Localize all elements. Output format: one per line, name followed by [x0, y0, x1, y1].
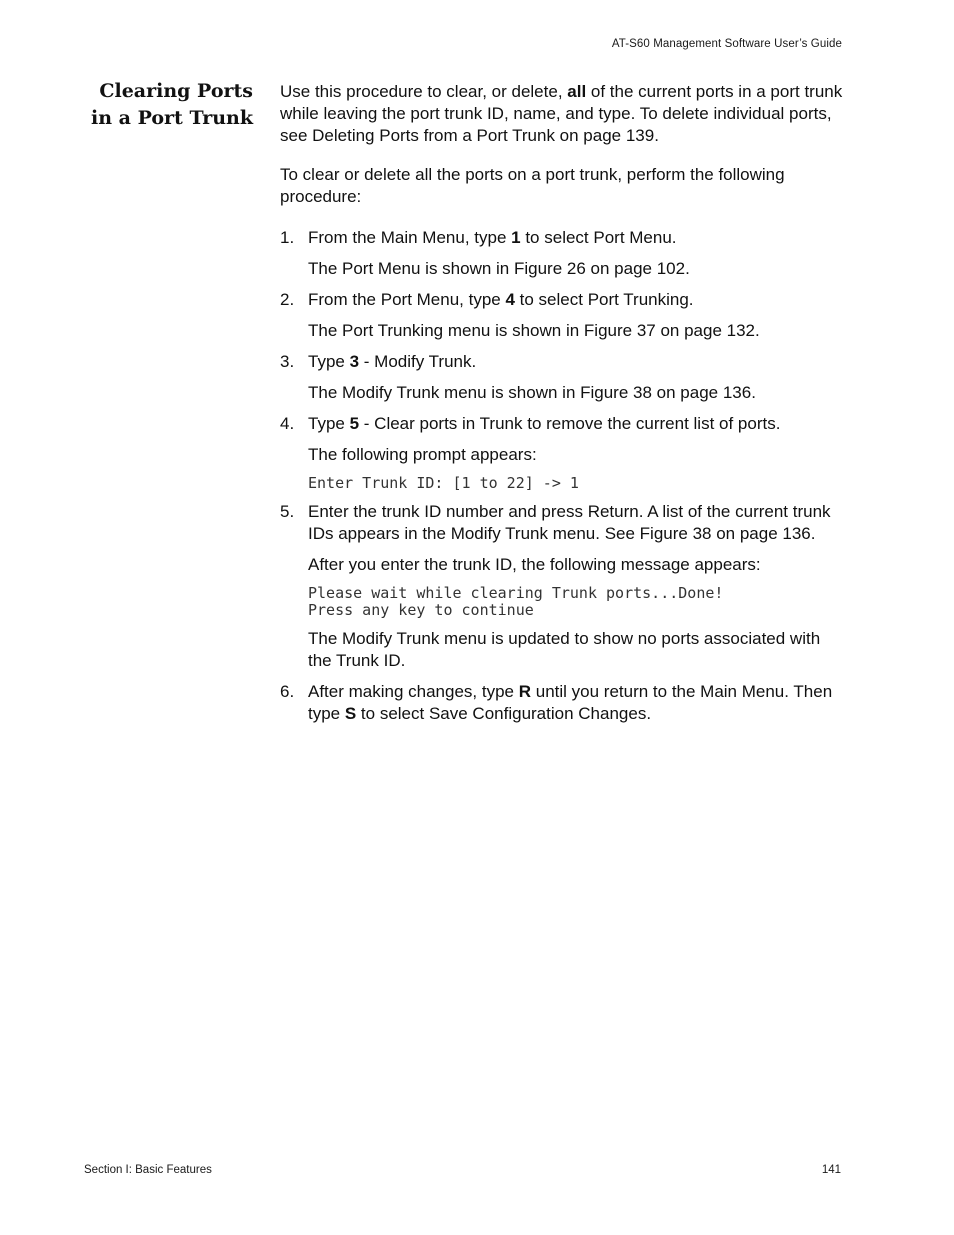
step-note: The Modify Trunk menu is shown in Figure 38 on page 136.	[308, 383, 756, 402]
step-text-before: Type	[308, 414, 350, 433]
step-2	[280, 289, 845, 342]
intro-paragraph-2: To clear or delete all the ports on a port trunk, perform the following procedure:	[280, 165, 785, 206]
step-note: The Port Menu is shown in Figure 26 on page 102.	[308, 259, 690, 278]
section-heading-line-1: Clearing Ports	[99, 80, 253, 102]
step-number: 6.	[280, 682, 295, 701]
step-note: The Port Trunking menu is shown in Figure 37 on page 132.	[308, 321, 760, 340]
code-message	[308, 585, 845, 619]
step-key: 1	[511, 228, 521, 247]
intro-text-after: of the current ports in a port trunk while leaving the port trunk ID, name, and type. To delete individual ports, see Deleting Ports from a Port Trunk on page 139.	[280, 82, 843, 145]
step-text-middle: until you return to the Main Menu. Then type	[308, 682, 833, 723]
step-key: 3	[349, 352, 360, 371]
intro-text: Use this procedure to clear, or delete,	[280, 82, 568, 101]
step-key: 5	[349, 414, 360, 433]
step-text	[308, 413, 845, 435]
step-4	[280, 413, 845, 492]
step-1	[280, 227, 845, 280]
step-number: 4.	[280, 414, 295, 433]
step-note-2: The Modify Trunk menu is updated to show no ports associated with the Trunk ID.	[308, 629, 821, 670]
step-key-2: S	[344, 704, 357, 723]
page-number: 141	[821, 1164, 841, 1176]
step-text-after: - Clear ports in Trunk to remove the current list of ports.	[359, 414, 781, 433]
step-note: The following prompt appears:	[308, 445, 537, 464]
step-5	[280, 501, 845, 672]
footer-section: Section I: Basic Features	[84, 1164, 212, 1176]
section-heading-line-2: in a Port Trunk	[91, 107, 253, 129]
section-heading	[60, 78, 253, 132]
step-text	[308, 227, 845, 249]
step-text	[308, 351, 845, 373]
code-line-2: Press any key to continue	[308, 601, 534, 619]
step-number: 2.	[280, 290, 295, 309]
step-number: 1.	[280, 228, 295, 247]
step-number: 3.	[280, 352, 295, 371]
step-key: 4	[505, 290, 515, 309]
step-text	[308, 289, 845, 311]
step-note: After you enter the trunk ID, the following message appears:	[308, 555, 761, 574]
step-text-before: From the Port Menu, type	[308, 290, 506, 309]
intro-bold: all	[567, 82, 587, 101]
step-number: 5.	[280, 502, 295, 521]
running-header: AT-S60 Management Software User’s Guide	[611, 38, 842, 50]
step-text-after: to select Port Trunking.	[514, 290, 694, 309]
step-text: Enter the trunk ID number and press Return. A list of the current trunk IDs appears in the Modify Trunk menu. See Figure 38 on page 136.	[308, 502, 831, 543]
step-text-after: to select Save Configuration Changes.	[356, 704, 652, 723]
step-key: R	[518, 682, 532, 701]
step-text-before: From the Main Menu, type	[308, 228, 512, 247]
intro-paragraph-1	[280, 81, 845, 147]
step-text-after: - Modify Trunk.	[359, 352, 477, 371]
step-text-before: Type	[308, 352, 350, 371]
step-3	[280, 351, 845, 404]
body-column	[280, 81, 845, 734]
step-text	[308, 681, 845, 725]
step-text-after: to select Port Menu.	[520, 228, 677, 247]
step-text-before: After making changes, type	[308, 682, 519, 701]
step-6	[280, 681, 845, 725]
procedure-steps	[280, 227, 845, 725]
code-line-1: Please wait while clearing Trunk ports...Done!	[308, 584, 724, 602]
code-prompt: Enter Trunk ID: [1 to 22] -> 1	[308, 474, 579, 492]
